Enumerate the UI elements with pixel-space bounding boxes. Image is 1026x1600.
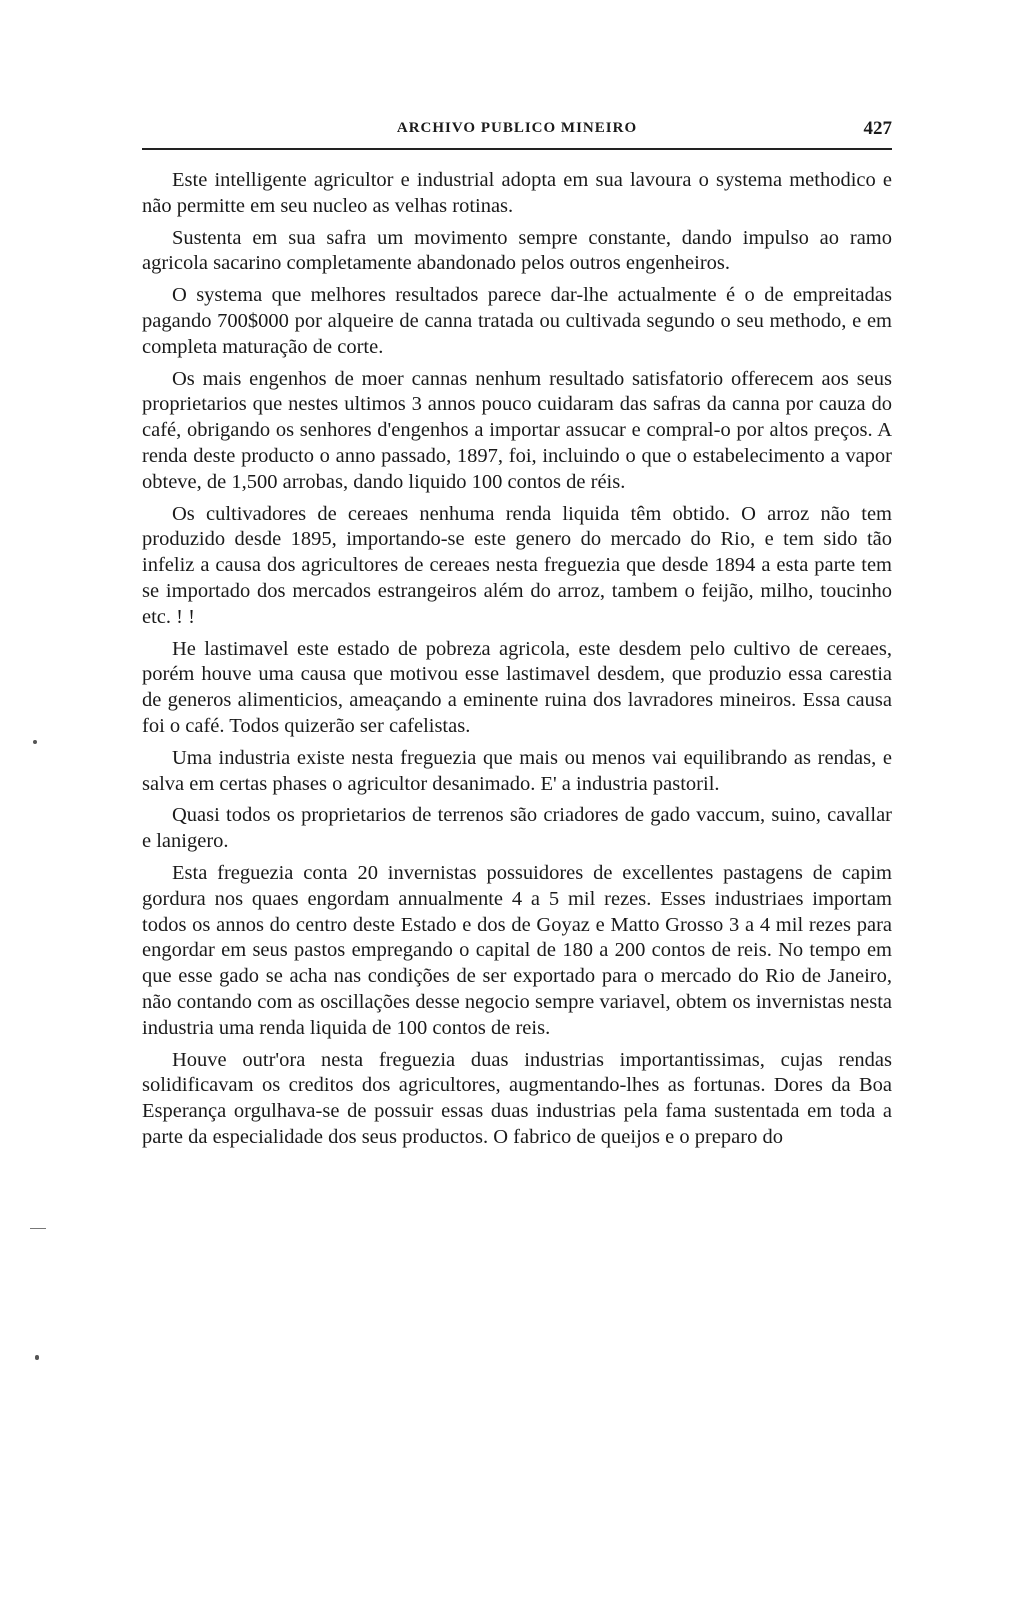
paragraph: Houve outr'ora nesta freguezia duas industrias importantissimas, cujas rendas solidificavam os creditos dos agricultores, augmentando-lhes as fortunas. Dores da Boa Esperança orgulhava-se de possuir essas duas industrias pela fama sustentada em toda a parte da especialidade dos seus productos. O fabrico de queijos e o preparo do bbox=[142, 1048, 892, 1148]
header-title: ARCHIVO PUBLICO MINEIRO bbox=[396, 120, 638, 136]
header-rule bbox=[142, 148, 892, 150]
paragraph: O systema que melhores resultados parece dar-lhe actualmente é o de empreitadas pagando 700$000 por alqueire de canna tratada ou cultivada segundo o seu methodo, e em completa maturação de corte. bbox=[142, 284, 892, 358]
paragraph: Os cultivadores de cereaes nenhuma renda liquida têm obtido. O arroz não tem produzido desde 1895, importando-se este genero do mercado do Rio, e tem sido tão infeliz a causa dos agricultores de cereaes nesta freguezia que desde 1894 a esta parte tem se importado dos mercados estrangeiros além do arroz, tambem o feijão, milho, toucinho etc. ! ! bbox=[142, 502, 892, 628]
paragraph: Esta freguezia conta 20 invernistas possuidores de excellentes pastagens de capim gordura nos quaes engordam annualmente 4 a 5 mil rezes. Esses industriaes importam todos os annos do centro deste Estado e dos de Goyaz e Matto Grosso 3 a 4 mil rezes para engordar em seus pastos empregando o capital de 180 a 200 contos de reis. No tempo em que esse gado se acha nas condições de ser exportado para o mercado do Rio de Janeiro, não contando com as oscillações desse negocio sempre variavel, obtem os invernistas nesta industria uma renda liquida de 100 contos de reis. bbox=[142, 861, 892, 1039]
paragraph: He lastimavel este estado de pobreza agricola, este desdem pelo cultivo de cereaes, porém houve uma causa que motivou esse lastimavel desdem, que produzio essa carestia de generos alimenticios, ameaçando a eminente ruina dos lavradores mineiros. Essa causa foi o café. Todos quizerão ser cafelistas. bbox=[142, 637, 892, 737]
scan-mark bbox=[30, 1228, 46, 1229]
body-text bbox=[142, 168, 892, 1157]
page-number: 427 bbox=[863, 118, 892, 139]
paragraph: Os mais engenhos de moer cannas nenhum resultado satisfatorio offerecem aos seus proprietarios que nestes ultimos 3 annos pouco cuidaram das safras da canna por cauza do café, obrigando os senhores d'engenhos a importar assucar e compral-o por altos preços. A renda deste producto o anno passado, 1897, foi, incluindo o que o estabelecimento a vapor obteve, de 1,500 arrobas, dando liquido 100 contos de réis. bbox=[142, 367, 892, 493]
running-header bbox=[142, 118, 892, 148]
paragraph: Quasi todos os proprietarios de terrenos são criadores de gado vaccum, suino, cavallar e lanigero. bbox=[142, 804, 892, 853]
paragraph: Sustenta em sua safra um movimento sempre constante, dando impulso ao ramo agricola sacarino completamente abandonado pelos outros engenheiros. bbox=[142, 226, 892, 275]
paragraph: Uma industria existe nesta freguezia que mais ou menos vai equilibrando as rendas, e salva em certas phases o agricultor desanimado. E' a industria pastoril. bbox=[142, 746, 892, 795]
scan-dot bbox=[35, 1355, 39, 1360]
scan-dot bbox=[33, 740, 37, 744]
paragraph: Este intelligente agricultor e industrial adopta em sua lavoura o systema methodico e não permitte em seu nucleo as velhas rotinas. bbox=[142, 169, 892, 217]
